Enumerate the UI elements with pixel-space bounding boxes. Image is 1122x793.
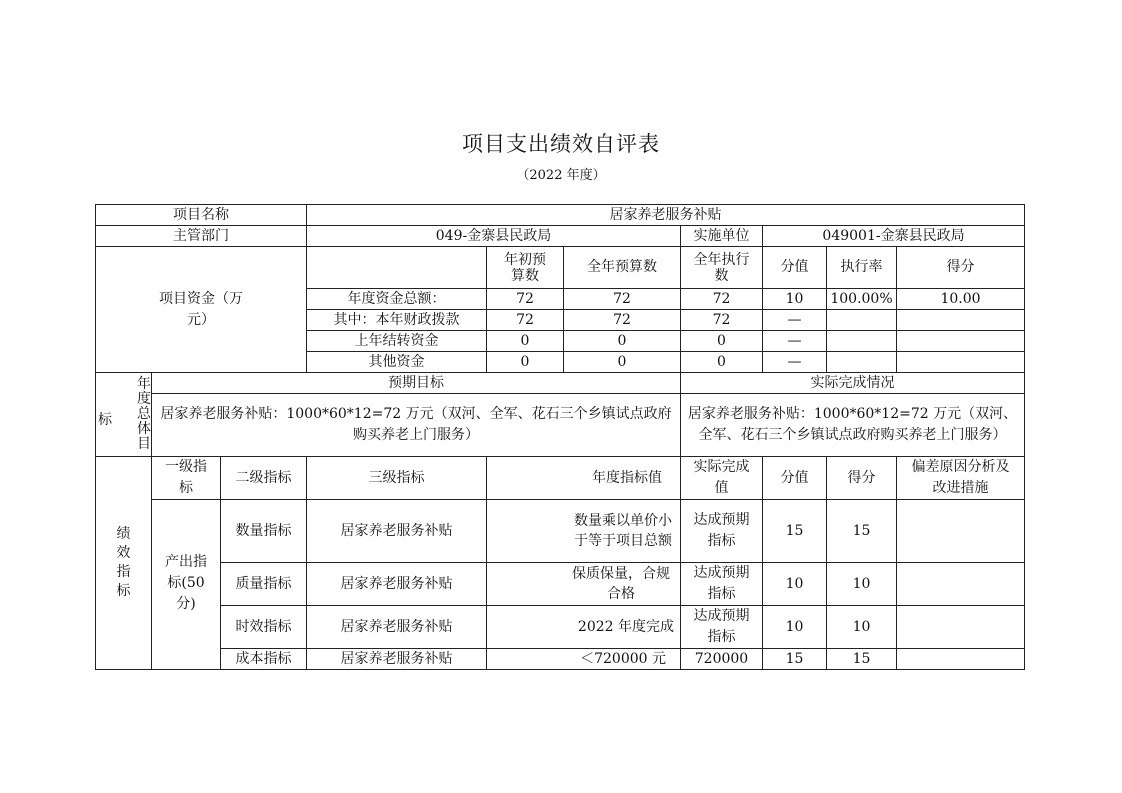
ind-row-level2: 成本指标 [221,649,307,670]
ind-row-level3: 居家养老服务补贴 [307,563,487,606]
project-name-value: 居家养老服务补贴 [307,205,1025,226]
ind-row-actual-text: 达成预期指标 [693,608,750,645]
ind-header-deviation-text: 偏差原因分析及改进措施 [911,459,1010,496]
ind-row-deviation [897,500,1025,563]
funds-header-initial-text: 年初预算数 [504,251,546,284]
funds-header-initial [487,247,564,289]
ind-row-level3: 居家养老服务补贴 [307,500,487,563]
goals-label: 年度总体目 [137,376,151,452]
dept-value: 049-金寨县民政局 [307,226,681,247]
goals-side-mark: 标 [98,412,112,428]
ind-row-level3: 居家养老服务补贴 [307,649,487,670]
ind-row-score-value: 15 [763,500,827,563]
funds-header-score-value: 分值 [763,247,827,289]
ind-row-deviation [897,563,1025,606]
fund-row-initial: 0 [487,331,564,352]
indicators-section-cell [96,457,152,670]
year-subtitle: （2022 年度） [516,168,606,183]
goals-actual-text-content: 居家养老服务补贴：1000*60*12=72 万元（双河、全军、花石三个乡镇试点政府购买养老上门服务） [687,406,1018,443]
ind-row-score: 10 [827,606,897,649]
fund-row-label: 上年结转资金 [307,331,487,352]
ind-header-target: 年度指标值 [487,457,681,500]
funds-header-executed-text: 全年执行数 [693,251,750,284]
ind-row-target [487,500,681,563]
fund-row-initial: 72 [487,310,564,331]
indicators-section-label: 绩效指标 [116,526,131,599]
goals-actual-header: 实际完成情况 [681,373,1025,394]
ind-row-score: 15 [827,500,897,563]
ind-header-level2: 二级指标 [221,457,307,500]
unit-value: 049001-金寨县民政局 [763,226,1025,247]
ind-row-level2: 质量指标 [221,563,307,606]
output-indicator-cell [152,500,221,670]
self-evaluation-table [95,204,1025,670]
fund-row-label: 其中：本年财政拨款 [307,310,487,331]
ind-row-target [487,563,681,606]
output-indicator-label: 产出指标(50 分) [165,554,207,612]
ind-row-actual-text: 达成预期指标 [693,565,750,602]
fund-row-score-value: — [763,310,827,331]
fund-row-score-value: 10 [763,289,827,310]
goals-expected-text [152,394,681,457]
fund-row-annual: 72 [564,310,681,331]
ind-row-deviation [897,606,1025,649]
ind-row-score: 10 [827,563,897,606]
fund-row-score-value: — [763,331,827,352]
fund-row-exec-rate [827,331,897,352]
fund-row-exec-rate: 100.00% [827,289,897,310]
fund-row-annual: 72 [564,289,681,310]
fund-row-label: 其他资金 [307,352,487,373]
fund-row-label: 年度资金总额： [307,289,487,310]
ind-header-score: 得分 [827,457,897,500]
fund-row-executed: 0 [681,352,763,373]
fund-row-initial: 72 [487,289,564,310]
goals-expected-text-content: 居家养老服务补贴：1000*60*12=72 万元（双河、全军、花石三个乡镇试点政府购买养老上门服务） [160,406,672,443]
fund-row-score [897,331,1025,352]
ind-row-actual-text: 达成预期指标 [693,512,750,549]
goals-side-cell [96,373,152,457]
ind-row-level3: 居家养老服务补贴 [307,606,487,649]
fund-row-exec-rate [827,310,897,331]
fund-row-annual: 0 [564,331,681,352]
page-title: 项目支出绩效自评表 [462,132,660,156]
ind-header-level3: 三级指标 [307,457,487,500]
ind-header-actual-text: 实际完成值 [693,459,750,496]
ind-row-target-text: 数量乘以单价小于等于项目总额 [574,513,672,549]
ind-header-actual [681,457,763,500]
funds-header-exec-rate: 执行率 [827,247,897,289]
ind-row-actual: 720000 [681,649,763,670]
ind-row-score-value: 15 [763,649,827,670]
ind-header-score-value: 分值 [763,457,827,500]
ind-row-actual [681,606,763,649]
unit-label: 实施单位 [681,226,763,247]
fund-row-score [897,310,1025,331]
funds-header-annual: 全年预算数 [564,247,681,289]
funds-header-blank [307,247,487,289]
ind-row-deviation [897,649,1025,670]
fund-row-executed: 0 [681,331,763,352]
funds-header-executed [681,247,763,289]
ind-row-score: 15 [827,649,897,670]
ind-row-target: ＜720000 元 [487,649,681,670]
fund-row-score [897,352,1025,373]
ind-row-actual [681,500,763,563]
fund-row-score: 10.00 [897,289,1025,310]
project-name-label: 项目名称 [96,205,307,226]
fund-row-executed: 72 [681,310,763,331]
ind-row-level2: 时效指标 [221,606,307,649]
ind-row-target: 2022 年度完成 [487,606,681,649]
goals-actual-text [681,394,1025,457]
ind-row-target-text: 保质保量，合规合格 [572,566,670,602]
ind-header-level1-text: 一级指标 [165,459,207,496]
ind-row-level2: 数量指标 [221,500,307,563]
funds-label-text: 项目资金（万元） [159,290,243,328]
ind-row-score-value: 10 [763,606,827,649]
goals-expected-header: 预期目标 [152,373,681,394]
ind-header-deviation [897,457,1025,500]
fund-row-score-value: — [763,352,827,373]
funds-label [96,247,307,373]
ind-row-score-value: 10 [763,563,827,606]
funds-header-score: 得分 [897,247,1025,289]
ind-header-level1 [152,457,221,500]
dept-label: 主管部门 [96,226,307,247]
fund-row-annual: 0 [564,352,681,373]
ind-row-actual [681,563,763,606]
fund-row-exec-rate [827,352,897,373]
fund-row-executed: 72 [681,289,763,310]
fund-row-initial: 0 [487,352,564,373]
